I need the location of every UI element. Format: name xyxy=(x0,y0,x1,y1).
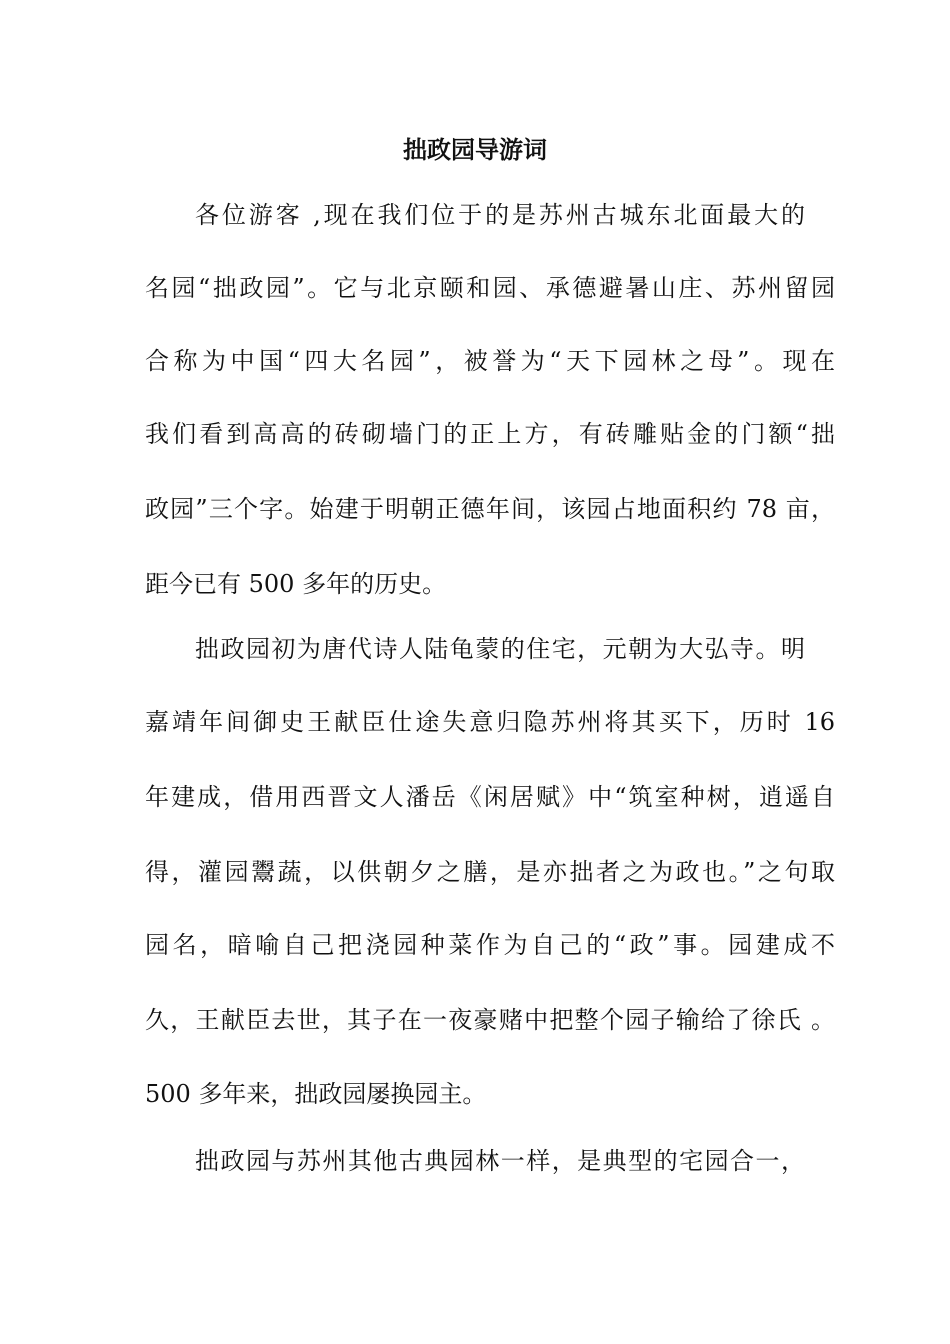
paragraph-2-line-5: 园名，暗喻自己把浇园种菜作为自己的“政”事。园建成不 xyxy=(145,931,835,959)
paragraph-1-line-4: 我们看到高高的砖砌墙门的正上方，有砖雕贴金的门额“拙 xyxy=(145,420,835,448)
paragraph-2-line-1: 拙政园初为唐代诗人陆龟蒙的住宅，元朝为大弘寺。明 xyxy=(195,635,805,663)
paragraph-3-line-1: 拙政园与苏州其他古典园林一样，是典型的宅园合一， xyxy=(195,1147,805,1175)
paragraph-1-line-1: 各位游客 ,现在我们位于的是苏州古城东北面最大的 xyxy=(195,201,805,229)
paragraph-1-line-6: 距今已有 500 多年的历史。 xyxy=(145,570,447,598)
paragraph-2-line-7: 500 多年来，拙政园屡换园主。 xyxy=(145,1080,487,1108)
document-title: 拙政园导游词 xyxy=(403,136,547,164)
paragraph-1-line-5: 政园”三个字。始建于明朝正德年间，该园占地面积约 78 亩， xyxy=(145,495,835,523)
paragraph-2-line-2: 嘉靖年间御史王献臣仕途失意归隐苏州将其买下，历时 16 xyxy=(145,708,835,736)
paragraph-1-line-2: 名园“拙政园”。它与北京颐和园、承德避暑山庄、苏州留园 xyxy=(145,274,835,302)
paragraph-2-line-4: 得，灌园鬻蔬，以供朝夕之膳，是亦拙者之为政也。”之句取 xyxy=(145,858,835,886)
paragraph-2-line-3: 年建成，借用西晋文人潘岳《闲居赋》中“筑室种树，逍遥自 xyxy=(145,783,835,811)
paragraph-2-line-6: 久，王献臣去世，其子在一夜豪赌中把整个园子输给了徐氏 。 xyxy=(145,1006,835,1034)
paragraph-1-line-3: 合称为中国“四大名园”，被誉为“天下园林之母”。现在 xyxy=(145,347,835,375)
